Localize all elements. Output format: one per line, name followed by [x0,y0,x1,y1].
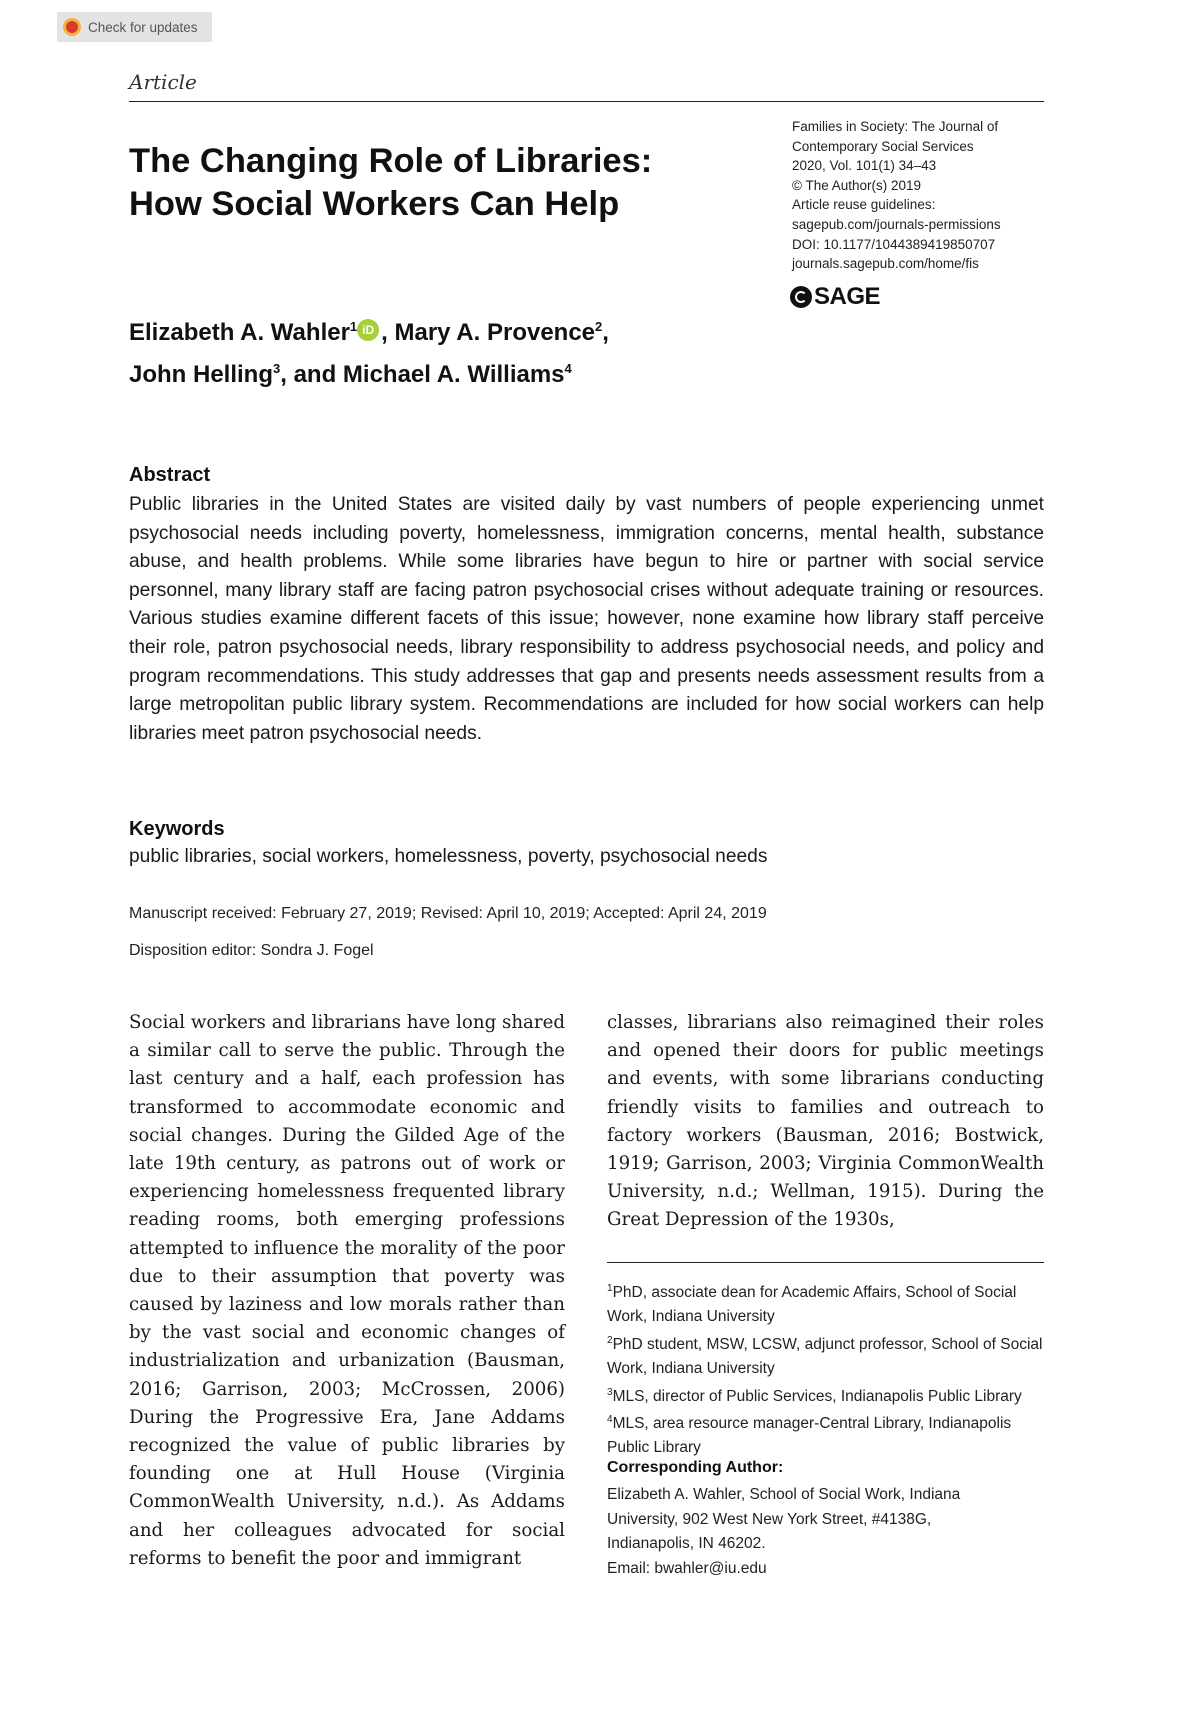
affiliation-marker: 1 [349,319,358,334]
affiliation-footnotes [607,1277,1052,1460]
author-conjunction: , and [280,361,343,388]
footnote-text: MLS, director of Public Services, Indianapolis Public Library [612,1387,1022,1405]
journal-url[interactable]: journals.sagepub.com/home/fis [792,256,979,272]
crossmark-icon [63,18,81,36]
header-divider [129,101,1044,102]
article-type-label: Article [129,70,197,94]
article-title [129,140,652,226]
body-column-right: classes, librarians also reimagined their roles and opened their doors for public meetings and events, with some librarians conducting friendly visits to families and outreach to factory workers (Bausman, 2016; Bostwick, 1919; Garrison, 2003; Virginia CommonWealth University, n.d.; Wellman, 1915). During the Great Depression of the 1930s, [607,1012,1044,1231]
affiliation-marker: 4 [564,361,572,376]
footnote-marker: 4 [607,1414,613,1426]
author-name: Elizabeth A. Wahler [129,319,350,346]
sage-logo-icon [790,286,812,308]
affiliation-marker: 2 [595,319,603,334]
footnote [607,1277,1052,1329]
keywords-text: public libraries, social workers, homelessness, poverty, psychosocial needs [129,846,768,867]
check-for-updates-badge[interactable] [57,12,212,42]
manuscript-dates: Manuscript received: February 27, 2019; Revised: April 10, 2019; Accepted: April 24, 2019 [129,905,767,922]
author-list [129,309,609,393]
title-line-2: How Social Workers Can Help [129,185,620,223]
check-for-updates-label: Check for updates [88,19,198,35]
corresponding-line: Indianapolis, IN 46202. [607,1535,766,1552]
sage-logo [790,283,880,311]
footnote-marker: 3 [607,1386,613,1398]
affiliation-marker: 3 [273,361,281,376]
footnote [607,1381,1052,1409]
footnote-text: PhD, associate dean for Academic Affairs, School of Social Work, Indiana University [607,1284,1017,1325]
author-name: Mary A. Provence [394,319,596,346]
journal-name-line-1: Families in Society: The Journal of [792,119,999,134]
author-name: Michael A. Williams [342,361,565,388]
corresponding-email[interactable]: Email: bwahler@iu.edu [607,1559,767,1577]
footnote-marker: 1 [607,1283,613,1294]
sage-logo-text: SAGE [814,283,881,310]
orcid-icon[interactable]: iD [357,319,379,341]
keywords-heading: Keywords [129,818,225,840]
disposition-editor: Disposition editor: Sondra J. Fogel [129,942,374,959]
doi[interactable]: DOI: 10.1177/1044389419850707 [792,236,996,252]
journal-name-line-2: Contemporary Social Services [792,138,974,154]
footnote [607,1329,1052,1381]
citation: 2020, Vol. 101(1) 34–43 [792,158,937,174]
reuse-link[interactable]: sagepub.com/journals-permissions [792,216,1001,232]
abstract-text: Public libraries in the United States are visited daily by vast numbers of people experiencing unmet psychosocial needs including poverty, homelessness, immigration concerns, mental health, substance abuse, and health problems. While some libraries have begun to hire or partner with social service personnel, many library staff are facing patron psychosocial crises without adequate training or resources. Various studies examine different facets of this issue; however, none examine how library staff perceive their role, patron psychosocial needs, library responsibility to address psychosocial needs, and policy and program recommendations. This study addresses that gap and presents needs assessment results from a large metropolitan public library system. Recommendations are included for how social workers can help libraries meet patron psychosocial needs. [129,494,1044,744]
corresponding-line: University, 902 West New York Street, #4138G, [607,1510,932,1528]
footnote [607,1408,1052,1460]
footnote-divider [607,1262,1044,1263]
abstract-heading: Abstract [129,464,211,486]
body-column-left: Social workers and librarians have long shared a similar call to serve the public. Through the last century and a half, each profession has transformed to accommodate economic and social changes. During the Gilded Age of the late 19th century, as patrons out of work or experiencing homelessness frequented library reading rooms, both emerging professions attempted to influence the morality of the poor due to their assumption that poverty was caused by laziness and low morals rather than by the vast social and economic changes of industrialization and urbanization (Bausman, 2016; Garrison, 2003; McCrossen, 2006) During the Progressive Era, Jane Addams recognized the value of public libraries by founding one at Hull House (Virginia CommonWealth University, n.d.). As Addams and her colleagues advocated for social reforms to benefit the poor and immigrant [129,1012,565,1569]
journal-metadata [792,117,1001,274]
corresponding-author-details [607,1483,1052,1581]
footnote-text: PhD student, MSW, LCSW, adjunct professor, School of Social Work, Indiana University [607,1335,1043,1377]
footnote-marker: 2 [607,1334,613,1346]
title-line-1: The Changing Role of Libraries: [129,142,653,180]
author-line-1: Elizabeth A. Wahler$^1$ iD , Mary A. Provence$^2$, [129,319,609,346]
author-line-2 [129,351,609,393]
reuse-label: Article reuse guidelines: [792,197,936,213]
copyright: © The Author(s) 2019 [792,177,922,193]
author-name: John Helling [129,361,273,388]
footnote-text: MLS, area resource manager-Central Library, Indianapolis Public Library [607,1415,1012,1457]
corresponding-line: Elizabeth A. Wahler, School of Social Work, Indiana [607,1486,961,1503]
corresponding-author-heading: Corresponding Author: [607,1459,784,1476]
